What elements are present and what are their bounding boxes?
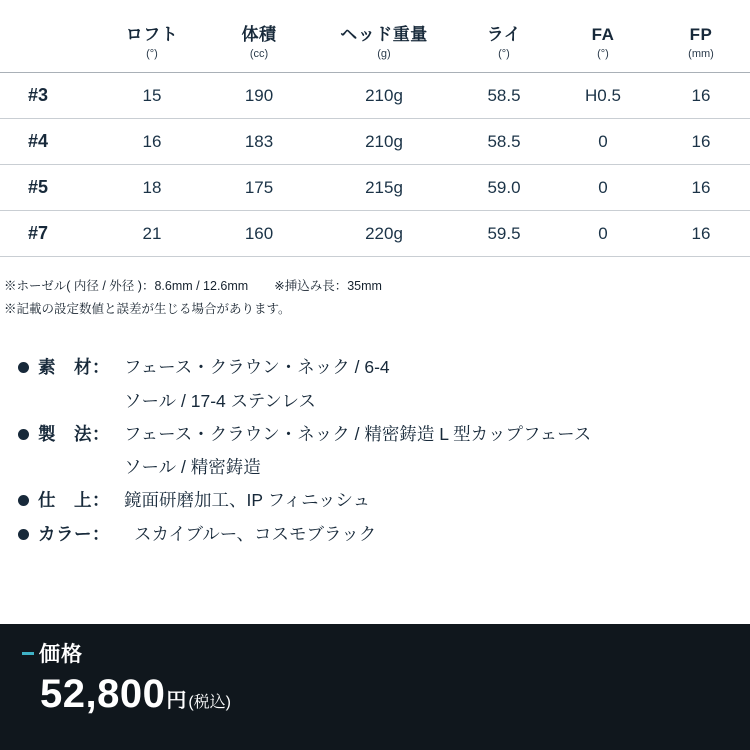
column-header-volume-unit: (cc) xyxy=(249,48,269,61)
cell-head-weight: 210g xyxy=(314,119,454,165)
column-header-lie xyxy=(454,8,554,73)
list-item-body xyxy=(38,351,750,418)
cell-volume: 160 xyxy=(204,211,314,257)
accent-dash-icon xyxy=(22,652,34,655)
footnote-hosel: ※ホーゼル( 内径 / 外径 )：8.6mm / 12.6mm xyxy=(4,279,249,293)
bullet-icon xyxy=(18,529,29,540)
cell-lie: 59.5 xyxy=(454,211,554,257)
material-spec-list xyxy=(18,351,750,551)
list-item-body xyxy=(38,484,750,517)
table-row xyxy=(0,119,750,165)
column-header-head-weight xyxy=(314,8,454,73)
cell-loft: 16 xyxy=(100,119,204,165)
list-item-label: 製 法： xyxy=(38,423,110,444)
cell-model: #3 xyxy=(0,73,100,119)
list-item-value-2: ソール / 17-4 ステンレス xyxy=(124,390,316,411)
column-header-fa xyxy=(554,8,652,73)
table-body xyxy=(0,73,750,257)
cell-head-weight: 210g xyxy=(314,73,454,119)
list-item-value-2: ソール / 精密鋳造 xyxy=(124,457,261,477)
column-header-fa-unit: (°) xyxy=(597,48,609,61)
price-currency: 円 xyxy=(166,690,187,712)
column-header-fa-label: FA xyxy=(591,25,615,44)
price-label: 価格 xyxy=(39,643,83,666)
list-item-value: フェース・クラウン・ネック / 6-4 xyxy=(124,357,390,378)
bullet-icon xyxy=(18,495,29,506)
column-header-loft-unit: (°) xyxy=(146,48,158,61)
price-bar xyxy=(0,624,750,750)
list-item xyxy=(18,351,750,418)
column-header-head-weight-unit: (g) xyxy=(377,48,391,61)
cell-head-weight: 215g xyxy=(314,165,454,211)
column-header-head-weight-label: ヘッド重量 xyxy=(340,25,428,44)
list-item-value: スカイブルー、コスモブラック xyxy=(134,523,377,544)
cell-fa: 0 xyxy=(554,165,652,211)
cell-loft: 21 xyxy=(100,211,204,257)
column-header-volume xyxy=(204,8,314,73)
footnote-insert-length: ※挿込み長：35mm xyxy=(274,279,382,293)
cell-fp: 16 xyxy=(652,165,750,211)
footnote-line-2: ※記載の設定数値と誤差が生じる場合があります。 xyxy=(4,302,291,317)
cell-lie: 58.5 xyxy=(454,119,554,165)
cell-head-weight: 220g xyxy=(314,211,454,257)
cell-lie: 58.5 xyxy=(454,73,554,119)
table-row xyxy=(0,73,750,119)
list-item-body xyxy=(38,518,750,551)
price-value-row xyxy=(22,672,750,717)
cell-loft: 18 xyxy=(100,165,204,211)
list-item-value: 鏡面研磨加工、IP フィニッシュ xyxy=(124,490,371,511)
table-header-row xyxy=(0,8,750,73)
list-item-label: 仕 上： xyxy=(38,490,110,511)
cell-loft: 15 xyxy=(100,73,204,119)
list-item-label: カラー： xyxy=(38,523,110,544)
column-header-fp-label: FP xyxy=(689,25,713,44)
table-row xyxy=(0,165,750,211)
table-header xyxy=(0,8,750,73)
price-label-row xyxy=(22,638,750,668)
bullet-icon xyxy=(18,362,29,373)
column-header-model xyxy=(0,8,100,73)
cell-lie: 59.0 xyxy=(454,165,554,211)
column-header-lie-unit: (°) xyxy=(498,48,510,61)
list-item xyxy=(18,518,750,551)
cell-fp: 16 xyxy=(652,211,750,257)
cell-volume: 175 xyxy=(204,165,314,211)
cell-model: #5 xyxy=(0,165,100,211)
cell-fa: 0 xyxy=(554,211,652,257)
price-tax-note: (税込) xyxy=(188,694,232,711)
cell-fa: 0 xyxy=(554,119,652,165)
cell-fp: 16 xyxy=(652,73,750,119)
bullet-icon xyxy=(18,429,29,440)
cell-fa: H0.5 xyxy=(554,73,652,119)
table-row xyxy=(0,211,750,257)
cell-fp: 16 xyxy=(652,119,750,165)
list-item xyxy=(18,418,750,485)
column-header-fp xyxy=(652,8,750,73)
list-item-body xyxy=(38,418,750,485)
column-header-fp-unit: (mm) xyxy=(688,48,714,61)
list-item-label: 素 材： xyxy=(38,357,110,378)
price-amount: 52,800 xyxy=(40,672,166,716)
column-header-volume-label: 体積 xyxy=(241,25,277,44)
list-item-value: フェース・クラウン・ネック / 精密鋳造 L 型カップフェース xyxy=(124,423,592,444)
cell-model: #7 xyxy=(0,211,100,257)
cell-volume: 183 xyxy=(204,119,314,165)
list-item xyxy=(18,484,750,517)
cell-model: #4 xyxy=(0,119,100,165)
table-footnotes xyxy=(4,275,750,321)
column-header-loft-label: ロフト xyxy=(125,25,179,44)
specification-table xyxy=(0,8,750,257)
column-header-loft xyxy=(100,8,204,73)
cell-volume: 190 xyxy=(204,73,314,119)
column-header-lie-label: ライ xyxy=(486,25,522,44)
footnote-line-1 xyxy=(4,275,750,298)
